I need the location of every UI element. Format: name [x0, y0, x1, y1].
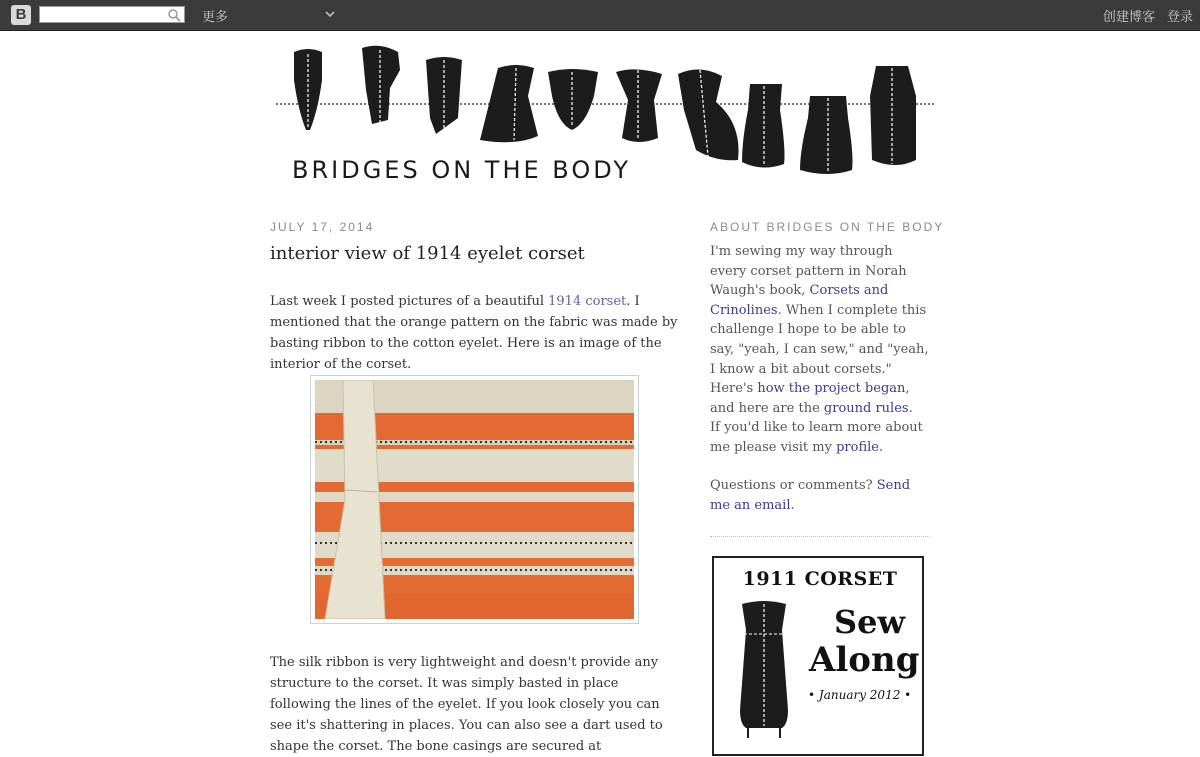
- sewalong-date: • January 2012 •: [808, 688, 912, 702]
- about-text: . When I complete this challenge I hope to be able to say, "yeah, I can sew," and "yeah, I know a bit about corsets." Here's: [710, 302, 929, 397]
- sign-in-link[interactable]: 登录: [1166, 10, 1193, 25]
- create-blog-link[interactable]: 创建博客: [1102, 10, 1155, 25]
- post-date: JULY 17, 2014: [270, 220, 375, 234]
- post-paragraph: [270, 291, 682, 375]
- sidebar-questions-text: [710, 476, 932, 515]
- sidebar-profile-text: [710, 418, 932, 457]
- post-body-continued: [270, 652, 682, 757]
- post-image-corset-interior[interactable]: [310, 375, 639, 624]
- post-paragraph: The silk ribbon is very lightweight and doesn't provide any structure to the corset. It was simply basted in place following the lines of the eyelet. If you look closely you can see it's shattering in places. You can also see a dart used to shape the corset. The bone casings are secured at: [270, 655, 663, 754]
- about-text: I'm sewing my way through every corset pattern in Norah Waugh's book,: [710, 244, 907, 299]
- link-profile[interactable]: profile: [836, 439, 879, 455]
- post-title[interactable]: interior view of 1914 eyelet corset: [270, 243, 585, 264]
- sidebar-about-heading: ABOUT BRIDGES ON THE BODY: [710, 220, 945, 234]
- sewalong-badge[interactable]: [712, 556, 924, 756]
- sewalong-along: Along: [809, 640, 920, 680]
- blog-title[interactable]: BRIDGES ON THE BODY: [292, 156, 632, 184]
- post-body-intro: [270, 291, 682, 375]
- corset-interior-photo: [315, 380, 634, 619]
- post-text: Last week I posted pictures of a beautiful: [270, 294, 549, 309]
- search-icon[interactable]: [167, 8, 181, 22]
- navbar-search-input[interactable]: [39, 6, 185, 23]
- questions-text: .: [790, 497, 795, 513]
- link-corsets-and-crinolines[interactable]: Corsets and Crinolines: [710, 283, 889, 318]
- sewalong-title: 1911 CORSET: [742, 568, 898, 590]
- navbar-more-menu[interactable]: 更多: [202, 10, 229, 25]
- blogger-navbar: [0, 0, 1200, 31]
- about-text: .: [908, 400, 913, 416]
- post-text: . I mentioned that the orange pattern on the fabric was made by basting ribbon to the cotton eyelet. Here is an image of the interior of the corset.: [270, 294, 678, 372]
- sidebar-divider: [710, 536, 930, 537]
- sewalong-sew: Sew: [834, 603, 906, 641]
- link-send-email[interactable]: Send me an email: [710, 478, 911, 513]
- post-link-1914-corset[interactable]: 1914 corset: [548, 294, 627, 309]
- profile-text: If you'd like to learn more about me please visit my: [710, 420, 923, 455]
- corset-silhouette-icon: [732, 600, 796, 740]
- chevron-down-icon[interactable]: [325, 9, 335, 19]
- navbar-right-links: [1095, 6, 1193, 25]
- profile-text: .: [878, 439, 884, 455]
- questions-text: Questions or comments?: [710, 478, 877, 493]
- link-ground-rules[interactable]: ground rules: [823, 400, 909, 416]
- about-text: , and here are the: [710, 381, 910, 416]
- sidebar-about-text: [710, 242, 932, 418]
- link-how-project-began[interactable]: how the project began: [757, 381, 906, 397]
- blogger-logo-icon[interactable]: B: [11, 5, 31, 25]
